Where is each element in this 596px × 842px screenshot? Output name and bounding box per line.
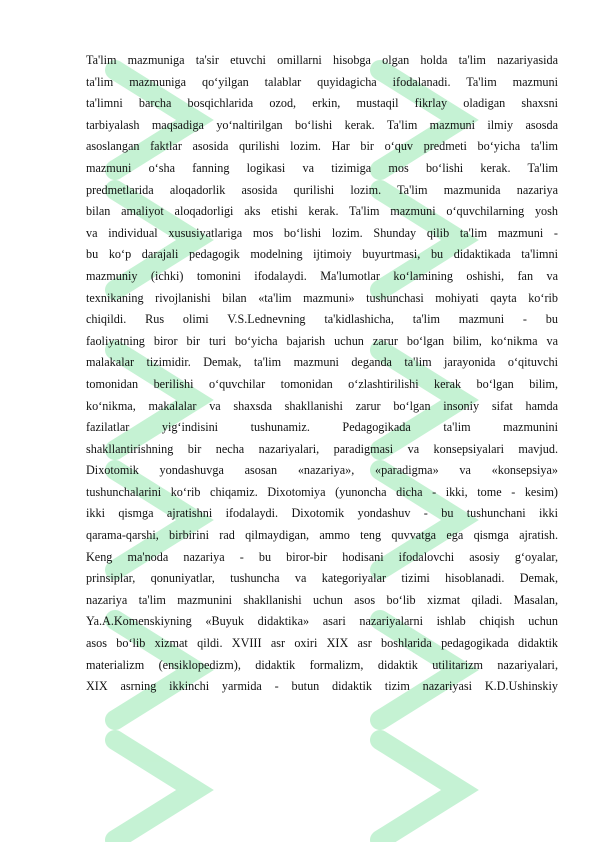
text-line: faoliyatning biror bir turi bo‘yicha bajarish uchun zarur bo‘lgan bilim, ko‘nikma va [86,333,558,348]
text-line: chiqildi. Rus olimi V.S.Lednevning ta'kidlashicha, ta'lim mazmuni - bu [86,312,558,327]
text-line: asos bo‘lib xizmat qildi. XVIII asr oxiri XIX asr boshlarida pedagogikada didaktik [86,636,558,651]
text-line: tomonidan berilishi o‘quvchilar tomonidan o‘zlashtirilishi kerak bo‘lgan bilim, [86,376,558,391]
text-line: mazmuni o‘sha fanning logikasi va tizimiga mos bo‘lishi kerak. Ta'lim [86,160,558,175]
text-line: Ta'lim mazmuniga ta'sir etuvchi omillarni hisobga olgan holda ta'lim nazariyasida [86,53,558,67]
text-line: nazariya ta'lim mazmunini shakllanishi uchun asos bo‘lib xizmat qiladi. Masalan, [86,592,558,607]
text-line: asoslangan faktlar asosida qurilishi lozim. Har bir o‘quv predmeti bo‘yicha ta'lim [86,139,558,154]
text-line: prinsiplar, qonuniyatlar, tushuncha va kategoriyalar tizimi hisoblanadi. Demak, [86,571,558,586]
body-text [86,50,558,698]
text-line: fazilatlar yig‘indisini tushunamiz. Pedagogikada ta'lim mazmunini [86,420,558,435]
text-line: XIX asrning ikkinchi yarmida - butun didaktik tizim nazariyasi K.D.Ushinskiy [86,679,558,694]
text-line: qarama-qarshi, birbirini rad qilmaydigan, ammo teng quvvatga ega qismga ajratish. [86,528,558,543]
text-line: Ya.A.Komenskiyning «Buyuk didaktika» asari nazariyalarni ishlab chiqish uchun [86,614,558,629]
text-line: tushunchalarini ko‘rib chiqamiz. Dixotomiya (yunoncha dicha - ikki, tome - kesim) [86,484,558,499]
text-line: ko‘nikma, makalalar va shaxsda shakllanishi zarur bo‘lgan insoniy sifat hamda [86,398,558,413]
text-line: tarbiyalash maqsadiga yo‘naltirilgan bo‘lishi kerak. Ta'lim mazmuni ilmiy asosda [86,117,558,132]
text-line: malakalar tizimidir. Demak, ta'lim mazmuni deganda ta'lim jarayonida o‘qituvchi [86,355,558,370]
text-line: predmetlarida aloqadorlik asosida qurilishi lozim. Ta'lim mazmunida nazariya [86,182,558,197]
text-line: Keng ma'noda nazariya - bu biror-bir hodisani ifodalovchi asosiy g‘oyalar, [86,549,558,564]
text-line: mazmuniy (ichki) tomonini ifodalaydi. Ma'lumotlar ko‘lamining oshishi, fan va [86,268,558,283]
text-line: shakllantirishning bir necha nazariyalari, paradigmasi va konsepsiyalari mavjud. [86,441,558,456]
text-line: texnikaning rivojlanishi bilan «ta'lim mazmuni» tushunchasi mohiyati qayta ko‘rib [86,290,558,305]
text-line: Dixotomik yondashuvga asosan «nazariya», «paradigma» va «konsepsiya» [86,463,558,478]
text-line: ikki qismga ajratishni ifodalaydi. Dixotomik yondashuv - bu tushunchani ikki [86,506,558,521]
text-line: bilan amaliyot aloqadorligi aks etishi kerak. Ta'lim mazmuni o‘quvchilarning yosh [86,204,558,219]
text-line: materializm (ensiklopedizm), didaktik formalizm, didaktik utilitarizm nazariyalari, [86,657,558,672]
text-line: va individual xususiyatlariga mos bo‘lishi lozim. Shunday qilib ta'lim mazmuni - [86,225,558,240]
text-line: bu ko‘p darajali pedagogik modelning ijtimoiy buyurtmasi, bu didaktikada ta'limni [86,247,558,262]
text-line: ta'lim mazmuniga qo‘yilgan talablar quyidagicha ifodalanadi. Ta'lim mazmuni [86,74,558,89]
text-line: ta'limni barcha bosqichlarida ozod, erkin, mustaqil fikrlay oladigan shaxsni [86,96,558,111]
